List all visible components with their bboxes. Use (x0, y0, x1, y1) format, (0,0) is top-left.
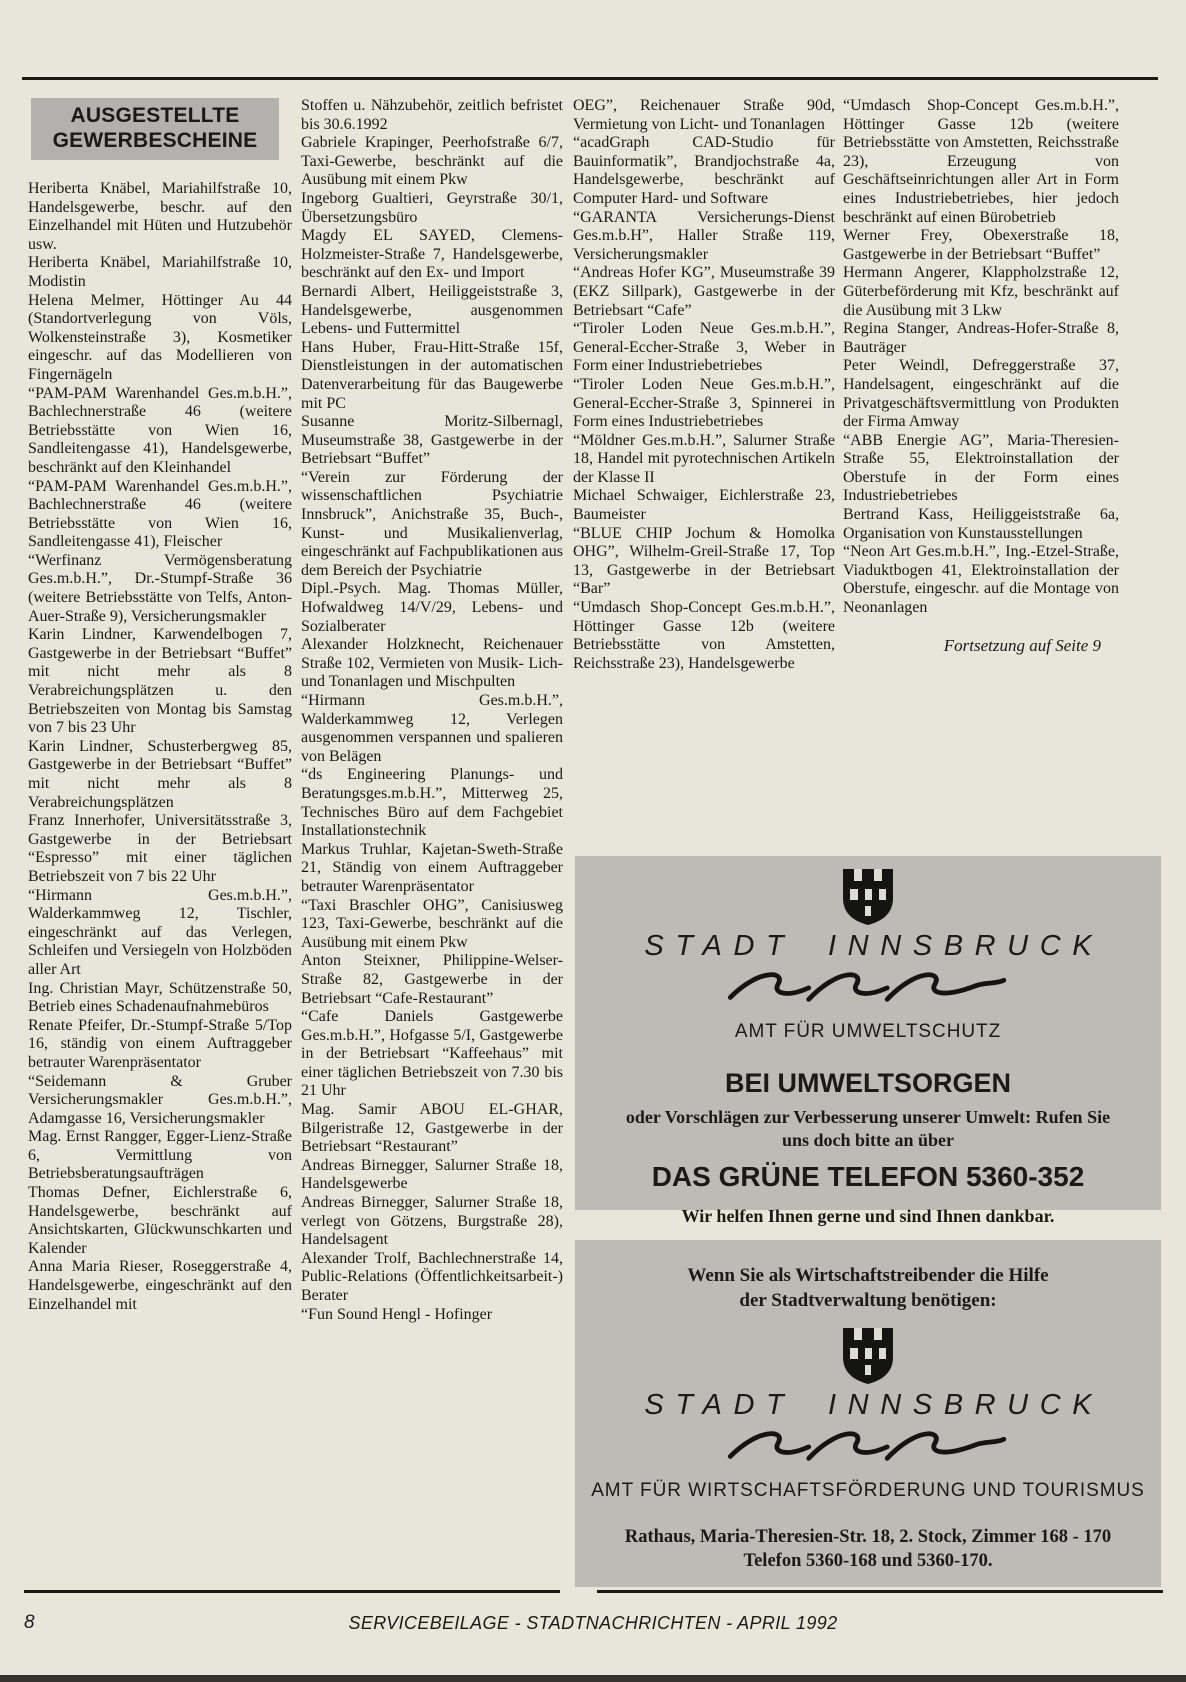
trade-license-entry: Franz Innerhofer, Universitätsstraße 3, Gastgewerbe in der Betriebsart “Espresso” mit einer täglichen Betriebszeit von 7 bis 22 Uhr (28, 812, 292, 885)
ad-intro-line2: der Stadtverwaltung benötigen: (739, 1290, 997, 1311)
trade-license-entry: Werner Frey, Obexerstraße 18, Gastgewerbe in der Betriebsart “Buffet” (843, 227, 1119, 263)
trade-license-entry: Hans Huber, Frau-Hitt-Straße 15f, Dienstleistungen in der automatischen Datenverarbeitung für das Baugewerbe mit PC (301, 338, 563, 412)
trade-license-entry: Michael Schwaiger, Eichlerstraße 23, Baumeister (573, 487, 835, 524)
ad-umweltschutz (575, 856, 1161, 1226)
trade-license-entry: “Verein zur Förderung der wissenschaftlichen Psychiatrie Innsbruck”, Anichstraße 35, Buch-, Kunst- und Musikalienverlag, eingeschränkt auf Fachpublikationen aus dem Bereich der Psychiatrie (301, 468, 563, 579)
ad-headline: BEI UMWELTSORGEN (725, 1068, 1011, 1098)
trade-license-entry: Anna Maria Rieser, Roseggerstraße 4, Handelsgewerbe, eingeschränkt auf den Einzelhandel mit (28, 1258, 292, 1313)
trade-license-entry: Ingeborg Gualtieri, Geyrstraße 30/1, Übersetzungsbüro (301, 189, 563, 226)
continuation-note: Fortsetzung auf Seite 9 (943, 635, 1101, 655)
stadt-innsbruck-wordmark: STADT INNSBRUCK (644, 1389, 1104, 1421)
signature-swash-icon (718, 1422, 1018, 1466)
ad-phone: Telefon 5360-168 und 5360-170. (743, 1551, 993, 1571)
trade-license-entry: “Möldner Ges.m.b.H.”, Salurner Straße 18, Handel mit pyrotechnischen Artikeln der Klasse II (573, 431, 835, 486)
innsbruck-coat-of-arms-icon (842, 1327, 894, 1385)
trade-license-entry: “Tiroler Loden Neue Ges.m.b.H.”, General-Eccher-Straße 3, Spinnerei in Form eines Industriebetriebes (573, 375, 835, 431)
trade-license-entry: Heriberta Knäbel, Mariahilfstraße 10, Modistin (28, 254, 292, 290)
trade-license-entry: “Werfinanz Vermögensberatung Ges.m.b.H.”, Dr.-Stumpf-Straße 36 (weitere Betriebsstätte von Telfs, Anton-Auer-Straße 9), Versicherungsmakler (28, 551, 292, 625)
trade-license-entry: Susanne Moritz-Silbernagl, Museumstraße 38, Gastgewerbe in der Betriebsart “Buffet” (301, 413, 563, 468)
trade-license-entry: Andreas Birnegger, Salurner Straße 18, Handelsgewerbe (301, 1156, 563, 1193)
trade-license-entry: “PAM-PAM Warenhandel Ges.m.b.H.”, Bachlechnerstraße 46 (weitere Betriebsstätte von Wien 16, Sandleitengasse 41), Fleischer (28, 477, 292, 551)
trade-license-entry: Ing. Christian Mayr, Schützenstraße 50, Betrieb eines Schadenaufnahmebüros (28, 979, 292, 1016)
trade-license-entry: “ABB Energie AG”, Maria-Theresien-Straße 55, Elektroinstallation der Oberstufe in der Form eines Industriebetriebes (843, 431, 1119, 505)
trade-license-entry: Karin Lindner, Schusterbergweg 85, Gastgewerbe in der Betriebsart “Buffet” mit nicht mehr als 8 Verabreichungsplätzen (28, 737, 292, 811)
entries-column-4 (843, 97, 1119, 618)
trade-license-entry: Renate Pfeifer, Dr.-Stumpf-Straße 5/Top 16, ständig von einem Auftraggeber betrauter Warenpräsentator (28, 1016, 292, 1071)
column-4 (843, 97, 1119, 656)
stadt-innsbruck-brand-block (575, 1313, 1161, 1466)
trade-license-entry: Mag. Ernst Rangger, Egger-Lienz-Straße 6, Vermittlung von Betriebsberatungsaufträgen (28, 1128, 292, 1183)
trade-license-entry: Gabriele Krapinger, Peerhofstraße 6/7, Taxi-Gewerbe, beschränkt auf die Ausübung mit einem Pkw (301, 134, 563, 189)
trade-license-entry: Andreas Birnegger, Salurner Straße 18, verlegt von Götzens, Burgstraße 28), Handelsagent (301, 1194, 563, 1249)
bottom-scan-edge (0, 1675, 1186, 1682)
trade-license-entry: “Umdasch Shop-Concept Ges.m.b.H.”, Höttinger Gasse 12b (weitere Betriebsstätte von Amstetten, Reichsstraße 23), Handelsgewerbe (573, 599, 835, 672)
trade-license-entry: Heriberta Knäbel, Mariahilfstraße 10, Handelsgewerbe, beschr. auf den Einzelhandel mit Hüten und Hutzubehör usw. (28, 180, 292, 253)
trade-license-entry: Dipl.-Psych. Mag. Thomas Müller, Hofwaldweg 14/V/29, Lebens- und Sozialberater (301, 580, 563, 635)
section-header (31, 98, 279, 160)
trade-license-entry: “Andreas Hofer KG”, Museumstraße 39 (EKZ Sillpark), Gastgewerbe in der Betriebsart “Cafe” (573, 264, 835, 319)
ad-intro-line1: Wenn Sie als Wirtschaftstreibender die Hilfe (687, 1265, 1049, 1286)
trade-license-entry: “Taxi Braschler OHG”, Canisiusweg 123, Taxi-Gewerbe, beschränkt auf die Ausübung mit einem Pkw (301, 896, 563, 951)
column-3 (573, 97, 835, 673)
trade-license-entry: Thomas Defner, Eichlerstraße 6, Handelsgewerbe, beschränkt auf Ansichtskarten, Glückwunschkarten und Kalender (28, 1184, 292, 1257)
column-1 (28, 92, 292, 1314)
ad-office-name: AMT FÜR UMWELTSCHUTZ (734, 1021, 1002, 1042)
stadt-innsbruck-wordmark: STADT INNSBRUCK (644, 930, 1104, 962)
trade-license-entry: Mag. Samir ABOU EL-GHAR, Bilgeristraße 12, Gastgewerbe in der Betriebsart “Restaurant” (301, 1101, 563, 1156)
column-2 (301, 97, 563, 1324)
entries-column-3 (573, 97, 835, 673)
ad-closing-text: Wir helfen Ihnen gerne und sind Ihnen dankbar. (681, 1206, 1055, 1226)
trade-license-entry: “PAM-PAM Warenhandel Ges.m.b.H.”, Bachlechnerstraße 46 (weitere Betriebsstätte von Wien 16, Sandleitengasse 41), Handelsgewerbe, beschränkt auf den Kleinhandel (28, 384, 292, 476)
trade-license-entry: Bernardi Albert, Heiliggeiststraße 3, Handelsgewerbe, ausgenommen Lebens- und Futtermittel (301, 282, 563, 338)
trade-license-entry: “Seidemann & Gruber Versicherungsmakler Ges.m.b.H.”, Adamgasse 16, Versicherungsmakler (28, 1072, 292, 1127)
trade-license-entry: “ds Engineering Planungs- und Beratungsges.m.b.H.”, Mitterweg 25, Technisches Büro auf dem Fachgebiet Installationstechnik (301, 766, 563, 840)
innsbruck-coat-of-arms-icon (842, 868, 894, 926)
footer-text: SERVICEBEILAGE - STADTNACHRICHTEN - APRIL 1992 (348, 1613, 838, 1633)
trade-license-entry: “GARANTA Versicherungs-Dienst Ges.m.b.H”, Haller Straße 119, Versicherungsmakler (573, 208, 835, 263)
footer-rule-right (597, 1590, 1163, 1593)
entries-column-2 (301, 97, 563, 1324)
ad-body-text: oder Vorschlägen zur Verbesserung unserer Umwelt: Rufen Sie uns doch bitte an über (625, 1107, 1111, 1150)
trade-license-entry: Bertrand Kass, Heiliggeiststraße 6a, Organisation von Kunstausstellungen (843, 506, 1119, 542)
trade-license-entry: “Fun Sound Hengl - Hofinger (301, 1305, 493, 1323)
stadt-innsbruck-brand-block (575, 856, 1161, 1007)
signature-swash-icon (718, 963, 1018, 1007)
trade-license-entry: Peter Weindl, Defreggerstraße 37, Handelsagent, eingeschränkt auf die Privatgeschäftsvermittlung von Produkten der Firma Amway (843, 357, 1119, 431)
trade-license-entry: “BLUE CHIP Jochum & Homolka OHG”, Wilhelm-Greil-Straße 17, Top 13, Gastgewerbe in der Betriebsart “Bar” (573, 524, 835, 598)
ad-office-name: AMT FÜR WIRTSCHAFTSFÖRDERUNG UND TOURISMUS (591, 1480, 1145, 1501)
page-number: 8 (24, 1612, 35, 1633)
ad-wirtschaftsfoerderung (575, 1240, 1161, 1587)
trade-license-entry: Stoffen u. Nähzubehör, zeitlich befristet bis 30.6.1992 (301, 97, 563, 133)
trade-license-entry: Regina Stanger, Andreas-Hofer-Straße 8, Bauträger (843, 320, 1119, 356)
top-rule (22, 77, 1158, 80)
trade-license-entry: Alexander Trolf, Bachlechnerstraße 14, Public-Relations (Öffentlichkeitsarbeit-) Berater (301, 1249, 563, 1304)
trade-license-entry: OEG”, Reichenauer Straße 90d, Vermietung von Licht- und Tonanlagen (573, 97, 835, 133)
trade-license-entry: Karin Lindner, Karwendelbogen 7, Gastgewerbe in der Betriebsart “Buffet” mit nicht mehr als 8 Verabreichungsplätzen u. den Betriebszeiten von Montag bis Samstag von 7 bis 23 Uhr (28, 626, 292, 737)
trade-license-entry: “Neon Art Ges.m.b.H.”, Ing.-Etzel-Straße, Viaduktbogen 41, Elektroinstallation der Oberstufe, eingeschr. auf die Montage von Neonanlagen (843, 543, 1119, 617)
section-title-line2: GEWERBESCHEINE (52, 129, 258, 152)
ad-intro (575, 1240, 1161, 1313)
entries-column-1 (28, 180, 292, 1314)
trade-license-entry: Magdy EL SAYED, Clemens-Holzmeister-Straße 7, Handelsgewerbe, beschränkt auf den Ex- und Import (301, 227, 563, 282)
trade-license-entry: Hermann Angerer, Klappholzstraße 12, Güterbeförderung mit Kfz, beschränkt auf die Ausübung mit 3 Lkw (843, 264, 1119, 319)
footer-rule-left (24, 1590, 560, 1593)
trade-license-entry: Anton Steixner, Philippine-Welser-Straße 82, Gastgewerbe in der Betriebsart “Cafe-Restaurant” (301, 952, 563, 1007)
trade-license-entry: Markus Truhlar, Kajetan-Sweth-Straße 21, Ständig von einem Auftraggeber betrauter Warenpräsentator (301, 840, 563, 895)
trade-license-entry: “Umdasch Shop-Concept Ges.m.b.H.”, Höttinger Gasse 12b (weitere Betriebsstätte von Amstetten, Reichsstraße 23), Erzeugung von Geschäftseinrichtungen aller Art in Form eines Industriebetriebes, hier jedoch beschränkt auf einen Bürobetrieb (843, 97, 1119, 226)
trade-license-entry: “Hirmann Ges.m.b.H.”, Walderkammweg 12, Verlegen ausgenommen verspannen und spalieren von Belägen (301, 692, 563, 765)
ad-phone-line: DAS GRÜNE TELEFON 5360-352 (651, 1161, 1085, 1192)
trade-license-entry: Helena Melmer, Höttinger Au 44 (Standortverlegung von Völs, Wolkensteinstraße 3), Kosmetiker eingeschr. auf das Modellieren von Fingernägeln (28, 291, 292, 383)
trade-license-entry: “acadGraph CAD-Studio für Bauinformatik”, Brandjochstraße 4a, Handelsgewerbe, beschränkt auf Computer Hard- und Software (573, 134, 835, 207)
ad-address: Rathaus, Maria-Theresien-Str. 18, 2. Stock, Zimmer 168 - 170 (624, 1527, 1112, 1547)
trade-license-entry: “Hirmann Ges.m.b.H.”, Walderkammweg 12, Tischler, eingeschränkt auf das Verlegen, Schleifen und Versiegeln von Holzböden aller Art (28, 886, 292, 978)
section-title-line1: AUSGESTELLTE (70, 104, 240, 127)
trade-license-entry: Alexander Holzknecht, Reichenauer Straße 102, Vermieten von Musik- Lich- und Tonanlagen und Mischpulten (301, 636, 563, 691)
trade-license-entry: “Tiroler Loden Neue Ges.m.b.H.”, General-Eccher-Straße 3, Weber in Form einer Industriebetriebes (573, 320, 835, 375)
trade-license-entry: “Cafe Daniels Gastgewerbe Ges.m.b.H.”, Hofgasse 5/I, Gastgewerbe in der Betriebsart “Kaffeehaus” mit einer täglichen Betriebszeit von 7.30 bis 21 Uhr (301, 1008, 563, 1100)
